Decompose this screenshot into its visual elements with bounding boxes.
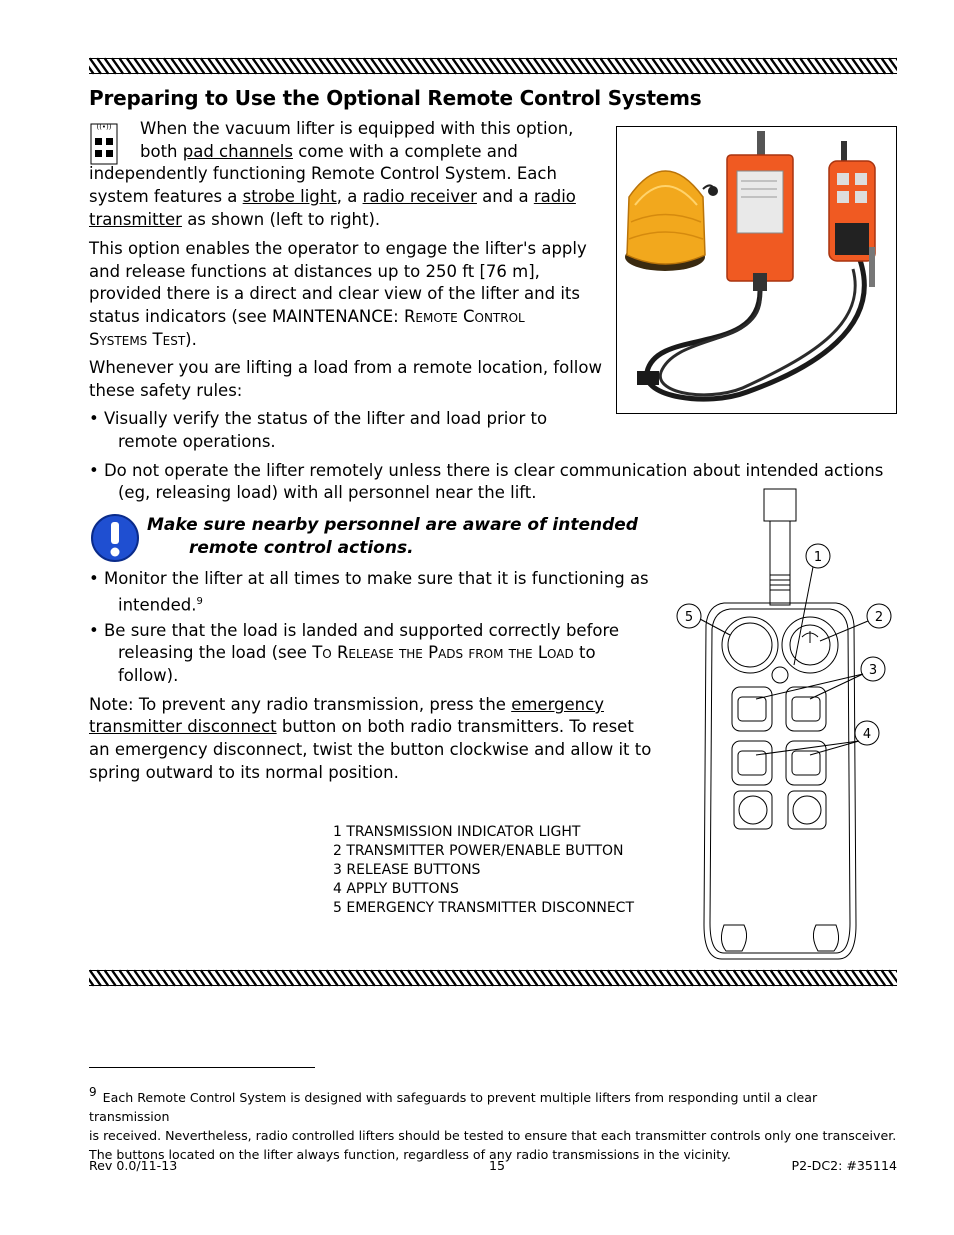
top-divider-band (89, 56, 897, 76)
para2-line-4: status indicators (see MAINTENANCE: Remote Control (89, 307, 525, 326)
callout-1-label: 1 (813, 550, 823, 565)
callout-4-label: 4 (862, 727, 872, 742)
para3-line-1: Whenever you are lifting a load from a remote location, follow (89, 358, 602, 377)
footnote-line-1: $^9$ Each Remote Control System is designed with safeguards to prevent multiple lifters from responding until a clear transmission (89, 1085, 818, 1124)
maintenance-ref-a: Remote Control (403, 307, 525, 326)
footer-doc-id: P2-DC2: #35114 (791, 1158, 897, 1173)
intro-line-5: transmitter as shown (left to right). (89, 210, 381, 229)
bullet1-line-1: • Visually verify the status of the lifter and load prior to (89, 409, 548, 428)
para2-line-1: This option enables the operator to engage the lifter's apply (89, 239, 587, 258)
para2-line-5: Systems Test). (89, 330, 197, 349)
note-line-1: Note: To prevent any radio transmission, press the emergency (89, 695, 604, 714)
radio-transmitter-image (829, 141, 875, 287)
warning-icon (90, 513, 140, 563)
legend-item: 3 RELEASE BUTTONS (333, 862, 481, 878)
para2-line-2: and release functions at distances up to 250 ft [76 m], (89, 262, 540, 281)
transmitter-diagram (670, 485, 900, 965)
warning-line-1: Make sure nearby personnel are aware of intended (147, 515, 638, 535)
footnote-ref[interactable]: 9 (196, 596, 203, 607)
warning-line-2: remote control actions. (189, 538, 414, 558)
note-line-4: spring outward to its normal position. (89, 763, 399, 782)
svg-text:((•)): ((•)) (96, 123, 112, 131)
legend-item: 5 EMERGENCY TRANSMITTER DISCONNECT (333, 900, 634, 916)
bullet1-line-2: remote operations. (118, 432, 276, 451)
note-line-2: transmitter disconnect button on both radio transmitters. To reset (89, 717, 634, 736)
footnote (89, 1083, 897, 1164)
footer-revision: Rev 0.0/11-13 (89, 1158, 178, 1173)
intro-line-1: When the vacuum lifter is equipped with this option, (140, 119, 574, 138)
radio-transmitter-link-a[interactable]: radio (533, 187, 576, 206)
note-line-3: an emergency disconnect, twist the button clockwise and allow it to (89, 740, 652, 759)
radio-transmitter-link-b[interactable]: transmitter (89, 210, 182, 229)
footer-page-number: 15 (489, 1158, 506, 1173)
bullet2-line-1: • Do not operate the lifter remotely unless there is clear communication about intended actions (89, 461, 884, 480)
bullet4-line-1: • Be sure that the load is landed and supported correctly before (89, 621, 620, 640)
callout-5-label: 5 (684, 610, 694, 625)
diagram-legend (333, 823, 634, 918)
para2-line-3: provided there is a direct and clear view of the lifter and its (89, 284, 580, 303)
intro-line-2: both pad channels come with a complete and (140, 142, 518, 161)
footnote-rule (89, 1067, 315, 1068)
callout-3-label: 3 (868, 663, 878, 678)
bullet4-line-2: releasing the load (see To Release the Pads from the Load to (118, 643, 596, 662)
bullet3-line-1: • Monitor the lifter at all times to make sure that it is functioning as (89, 569, 649, 588)
emergency-link-b[interactable]: transmitter disconnect (89, 717, 277, 736)
strobe-light-image (625, 171, 718, 271)
bottom-divider-band (89, 968, 897, 988)
release-pads-ref: To Release the Pads from the Load (312, 643, 574, 662)
pad-channels-link[interactable]: pad channels (182, 142, 293, 161)
legend-item: 4 APPLY BUTTONS (333, 881, 459, 897)
para3-line-2: these safety rules: (89, 381, 243, 400)
remote-system-photo (616, 126, 897, 414)
intro-line-3: independently functioning Remote Control System. Each (89, 164, 557, 183)
strobe-light-link[interactable]: strobe light (242, 187, 337, 206)
bullet3-line-2: intended.$^9$ (118, 595, 203, 615)
emergency-link-a[interactable]: emergency (511, 695, 604, 714)
legend-item: 1 TRANSMISSION INDICATOR LIGHT (333, 824, 581, 840)
remote-control-icon (89, 118, 119, 166)
bullet2-line-2: (eg, releasing load) with all personnel near the lift. (118, 483, 537, 502)
bullet4-line-3: follow). (118, 666, 179, 685)
legend-item: 2 TRANSMITTER POWER/ENABLE BUTTON (333, 843, 624, 859)
radio-receiver-link[interactable]: radio receiver (362, 187, 477, 206)
maintenance-ref-b: Systems Test (89, 330, 186, 349)
footnote-line-3: The buttons located on the lifter always function, regardless of any radio transmissions in the vicinity. (89, 1147, 731, 1162)
intro-line-4: system features a strobe light, a radio receiver and a radio (89, 187, 576, 206)
page-heading: Preparing to Use the Optional Remote Control Systems (89, 86, 702, 110)
callout-2-label: 2 (874, 610, 884, 625)
footnote-line-2: is received. Nevertheless, radio controlled lifters should be tested to ensure that each transmitter controls only one transceiver. (89, 1128, 897, 1143)
